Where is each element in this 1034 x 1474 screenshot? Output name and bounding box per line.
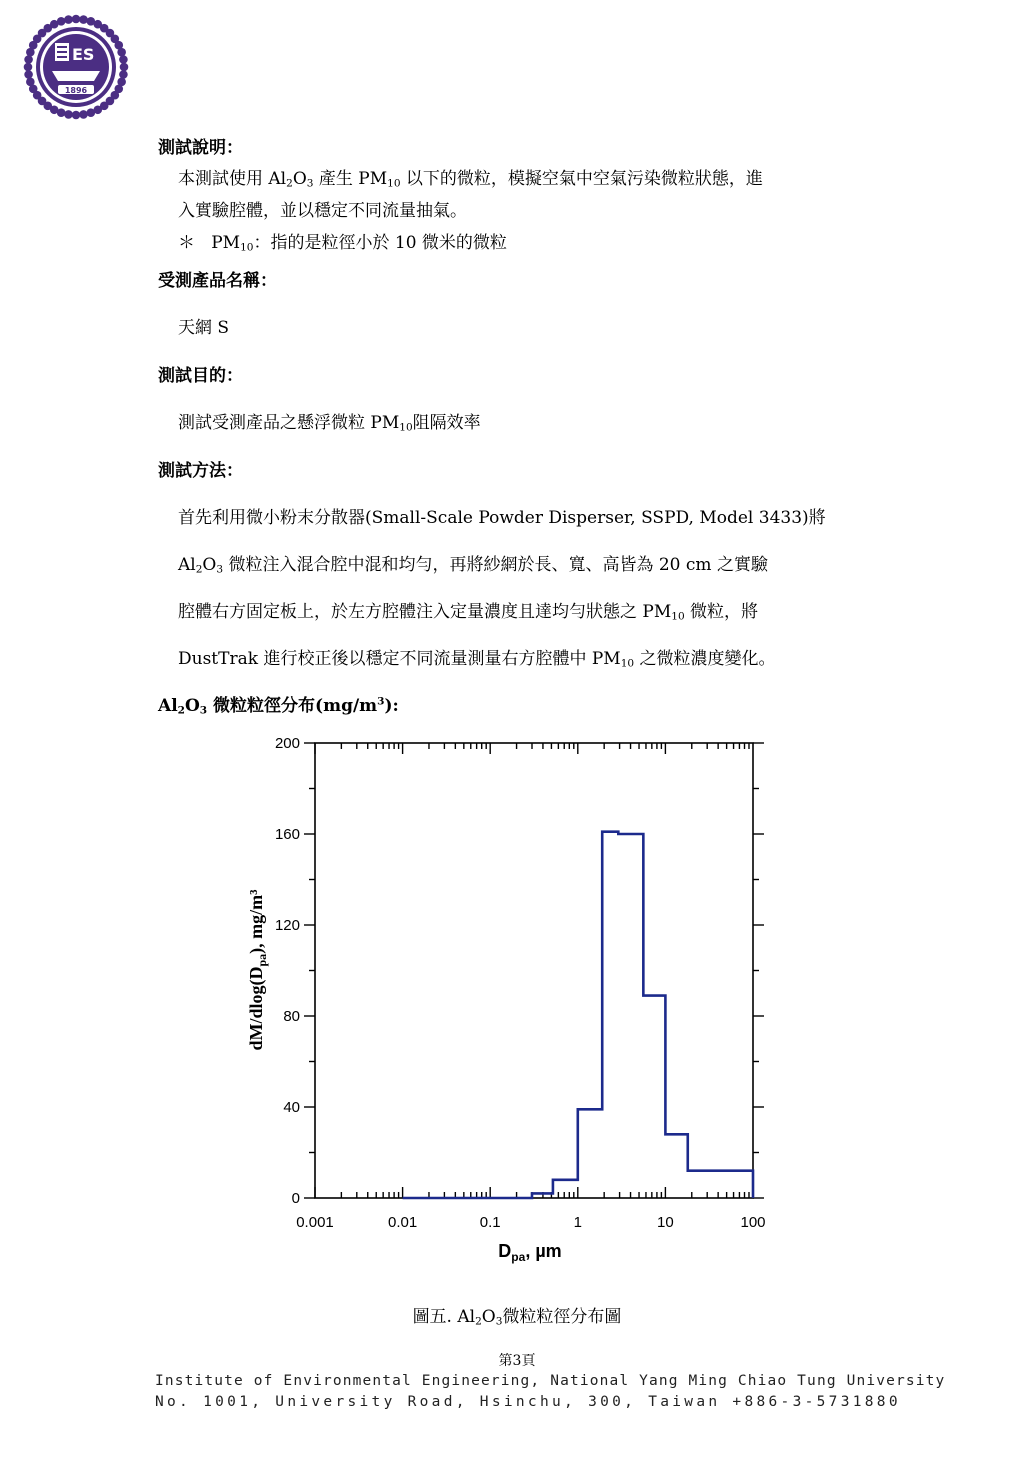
- method-line-1: 首先利用微小粉末分散器(Small-Scale Powder Disperser, SSPD, Model 3433)將: [178, 508, 826, 528]
- description-line-2: 入實驗腔體，並以穩定不同流量抽氣。: [178, 201, 467, 221]
- x-tick-label: 100: [740, 1214, 766, 1231]
- method-line-2: $Al_2O_3$ 微粒注入混合腔中混和均勻，再將紗網於長、寬、高皆為 20 cm 之實驗: [178, 555, 768, 576]
- figure-caption: 圖五. $Al_2O_3$微粒粒徑分布圖: [412, 1307, 622, 1328]
- method-line-3: 腔體右方固定板上，於左方腔體注入定量濃度且達均勻狀態之 $PM_{10}$ 微粒，將: [178, 602, 759, 623]
- seal-ring-bead: [57, 17, 66, 26]
- seal-ring-bead: [64, 15, 73, 24]
- x-axis-label: $D_{pa}$, µm: [498, 1241, 562, 1264]
- x-tick-label: 0.001: [296, 1214, 334, 1231]
- heading-particle-distribution: $Al_2O_3$ 微粒粒徑分布$(mg/m^3)$:: [158, 695, 399, 717]
- y-tick-label: 120: [274, 917, 300, 934]
- y-tick-label: 200: [274, 735, 300, 752]
- heading-product-name: 受測產品名稱：: [158, 271, 277, 291]
- svg-text:ES: ES: [72, 45, 95, 64]
- particle-size-distribution-chart: [240, 735, 780, 1275]
- product-name: 天網 S: [178, 318, 230, 338]
- page-number: 第3頁: [498, 1353, 536, 1369]
- y-tick-label: 160: [274, 826, 300, 843]
- seal-ring-bead: [79, 15, 88, 24]
- logo-year: 1896: [64, 86, 88, 95]
- y-tick-label: 0: [291, 1190, 300, 1207]
- seal-ring-bead: [119, 55, 128, 64]
- seal-ring-bead: [24, 55, 33, 64]
- seal-ring-bead: [24, 70, 33, 79]
- seal-ring-bead: [72, 15, 81, 24]
- data-series-line: [403, 832, 753, 1198]
- seal-ring-bead: [87, 108, 96, 117]
- x-tick-label: 0.1: [479, 1214, 501, 1231]
- footer-address: No. 1001, University Road, Hsinchu, 300, Taiwan +886-3-5731880: [155, 1394, 901, 1410]
- heading-test-description: 測試說明：: [158, 138, 243, 158]
- seal-ring-bead: [79, 110, 88, 119]
- description-line-1: 本測試使用 $Al_2O_3$ 產生 $PM_{10}$ 以下的微粒，模擬空氣中空氣污染微粒狀態，進: [178, 169, 763, 190]
- method-line-4: DustTrak 進行校正後以穩定不同流量測量右方腔體中 $PM_{10}$ 之微粒濃度變化。: [178, 649, 776, 670]
- y-axis-label: $dM/dlog(D_{pa})$, mg/m³: [246, 889, 269, 1051]
- seal-ring-bead: [120, 63, 129, 72]
- seal-ring-bead: [64, 110, 73, 119]
- seal-ring-bead: [117, 48, 126, 57]
- university-seal-logo: [22, 13, 130, 121]
- seal-ring-bead: [24, 63, 33, 72]
- seal-ring-bead: [26, 78, 35, 87]
- x-tick-label: 0.01: [387, 1214, 418, 1231]
- pm10-note: ＊ $PM_{10}$：指的是粒徑小於 10 微米的微粒: [178, 233, 507, 254]
- seal-ring-bead: [72, 111, 81, 120]
- x-tick-label: 10: [657, 1214, 674, 1231]
- purpose-text: 測試受測產品之懸浮微粒 $PM_{10}$阻隔效率: [178, 413, 481, 434]
- heading-test-method: 測試方法：: [158, 461, 243, 481]
- footer-institute: Institute of Environmental Engineering, National Yang Ming Chiao Tung University: [155, 1373, 946, 1389]
- y-tick-label: 80: [283, 1008, 300, 1025]
- heading-test-purpose: 測試目的：: [158, 366, 243, 386]
- x-tick-label: 1: [573, 1214, 582, 1231]
- plot-frame: [315, 743, 753, 1198]
- seal-ring-bead: [119, 70, 128, 79]
- y-tick-label: 40: [283, 1099, 300, 1116]
